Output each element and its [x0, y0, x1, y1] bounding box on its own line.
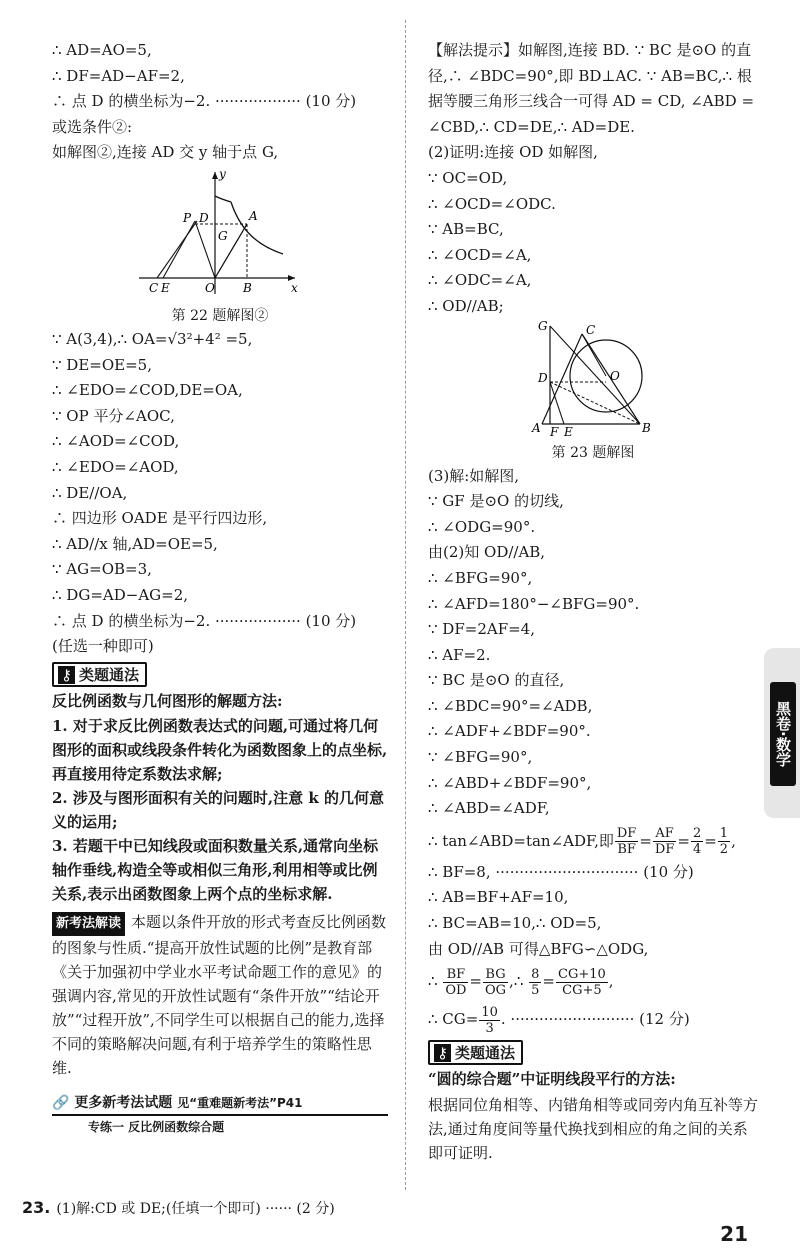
- fig23-label-a: A: [532, 420, 541, 435]
- fig23-label-g: G: [538, 319, 548, 333]
- fraction: $\frac{10}{3}$: [481, 1004, 498, 1036]
- text-line: ∵ DE=OE=5,: [52, 355, 152, 374]
- fig22-label-e: E: [161, 280, 170, 295]
- fig22-label-a: A: [249, 208, 258, 223]
- text-line: (任选一种即可): [52, 637, 154, 656]
- text-line: 由 OD//AB 可得△BFG∽△ODG,: [428, 939, 649, 958]
- text-line: ∴ ∠ABD+∠BDF=90°,: [428, 773, 592, 792]
- fraction: $\frac{CG+10}{CG+5}$: [558, 966, 606, 998]
- text-line: ∴ DE//OA,: [52, 483, 128, 502]
- text-line: ∴ ∠BFG=90°,: [428, 568, 533, 587]
- fig23-label-d: D: [538, 370, 548, 385]
- figure-22: [52, 166, 388, 327]
- key-icon: ⚷: [58, 666, 75, 684]
- left-column: [52, 38, 388, 1135]
- ratio-equation: ∴ $\frac{BF}{OD}$ = $\frac{BG}{OG}$ ,∴ $\frac{8}{5}$ = $\frac{CG+10}{CG+5}$ ,: [428, 966, 614, 998]
- text-line: ∴ ∠BDC=90°=∠ADB,: [428, 696, 593, 715]
- new-exam-block: [52, 910, 388, 1080]
- method-title: “圆的综合题”中证明线段平行的方法:: [428, 1070, 676, 1089]
- question-23-answer: (1)解:CD 或 DE;(任填一个即可) ······ (2 分): [56, 1201, 335, 1217]
- method-point: 3. 若题干中已知线段或面积数量关系,通常向坐标轴作垂线,构造全等或相似三角形,利用相等或比例关系,表示出函数图象上两个点的坐标求解.: [52, 837, 379, 904]
- figure-23-graph: [528, 320, 658, 438]
- method-text: 根据同位角相等、内错角相等或同旁内角互补等方法,通过角度间等量代换找到相应的角之间的关系即可证明.: [428, 1095, 759, 1162]
- fig22-label-y: y: [219, 166, 226, 181]
- hint-paragraph: 【解法提示】如解图,连接 BD. ∵ BC 是⊙O 的直径,∴ ∠BDC=90°,即 BD⊥AC. ∵ AB=BC,∴ 根据等腰三角形三线合一可得 AD = CD, ∠ABD = ∠CBD,∴ CD=DE,∴ AD=DE.: [428, 41, 755, 136]
- key-icon: ⚷: [434, 1044, 451, 1062]
- text-line: ∴ ∠OCD=∠A,: [428, 245, 532, 264]
- fraction: $\frac{BF}{OD}$: [445, 966, 467, 998]
- method-title: 反比例函数与几何图形的解题方法:: [52, 691, 283, 710]
- text-line: ∴ ∠AFD=180°−∠BFG=90°.: [428, 594, 640, 613]
- figure-23-caption: 第 23 题解图: [551, 444, 635, 461]
- text-line: ∴ ∠AOD=∠COD,: [52, 432, 180, 451]
- more-title: 更多新考法试题: [74, 1095, 173, 1112]
- fig23-label-b: B: [642, 420, 651, 435]
- fraction: $\frac{1}{2}$: [719, 826, 729, 858]
- tan-equation: ∴ tan∠ABD=tan∠ADF,即 $\frac{DF}{BF}$ = $\frac{AF}{DF}$ = $\frac{2}{4}$ = $\frac{1}{2}$ ,: [428, 826, 736, 858]
- fig22-label-g: G: [218, 228, 228, 243]
- text-line: ∵ OP 平分∠AOC,: [52, 406, 175, 425]
- text-line: ∴ ∠EDO=∠COD,DE=OA,: [52, 381, 243, 400]
- method-point: 2. 涉及与图形面积有关的问题时,注意 k 的几何意义的运用;: [52, 789, 384, 832]
- new-exam-badge: 新考法解读: [52, 912, 125, 936]
- side-tab-label: 黑卷·数学: [770, 682, 796, 786]
- fig22-label-d: D: [199, 210, 209, 225]
- text-line: ∴ 点 D 的横坐标为−2. ·················· (10 分): [52, 92, 357, 111]
- text-line: ∵ AB=BC,: [428, 220, 504, 239]
- text-line: 由(2)知 OD//AB,: [428, 543, 546, 562]
- text-line: ∴ DF=AD−AF=2,: [52, 66, 185, 85]
- more-exercises: [52, 1086, 388, 1116]
- new-exam-text: 本题以条件开放的形式考查反比例函数的图象与性质.“提高开放性试题的比例”是教育部《关于加强初中学业水平考试命题工作的意见》的强调内容,常见的开放性试题有“条件开放”“结论开放”“过程开放”,不同学生可以根据自己的能力,选择不同的策略解决问题,有利于培养学生的策略性思维.: [52, 913, 387, 1078]
- method-badge: ⚷ 类题通法: [52, 662, 147, 687]
- text-line: ∴ AB=BF+AF=10,: [428, 888, 569, 907]
- fig22-label-c: C: [149, 280, 159, 295]
- text-line: ∴ 点 D 的横坐标为−2. ·················· (10 分): [52, 611, 357, 630]
- fig22-label-b: B: [243, 280, 252, 295]
- fig23-label-f: F: [550, 424, 559, 438]
- fig22-label-x: x: [291, 280, 298, 295]
- text-line: ∵ DF=2AF=4,: [428, 620, 535, 639]
- question-23: [22, 1198, 335, 1218]
- more-ref: 见“重难题新考法”P41: [177, 1096, 303, 1111]
- page-number: 21: [720, 1222, 748, 1246]
- cg-result: ∴ CG= $\frac{10}{3}$ . ·························· (12 分): [428, 1004, 690, 1036]
- text-line: ∴ OD//AB;: [428, 296, 504, 315]
- fraction: $\frac{DF}{BF}$: [616, 826, 637, 858]
- text-line: ∵ OC=OD,: [428, 168, 508, 187]
- text-line: ∴ AD//x 轴,AD=OE=5,: [52, 534, 218, 553]
- text-line: ∵ AG=OB=3,: [52, 560, 152, 579]
- fig22-label-p: P: [183, 210, 192, 225]
- text-line: ∴ DG=AD−AG=2,: [52, 585, 189, 604]
- fraction: $\frac{2}{4}$: [692, 826, 702, 858]
- figure-22-graph: [135, 166, 305, 301]
- text-line: ∴ ∠EDO=∠AOD,: [52, 457, 179, 476]
- text-line: ∵ A(3,4),∴ OA=√3²+4² =5,: [52, 329, 253, 348]
- text-line: ∴ AD=AO=5,: [52, 41, 152, 59]
- fig23-label-c: C: [586, 322, 596, 337]
- fig22-label-o: O: [205, 280, 215, 295]
- text-line: (2)证明:连接 OD 如解图,: [428, 143, 598, 162]
- side-tab: [764, 648, 800, 818]
- text-line: ∴ ∠ODC=∠A,: [428, 271, 532, 290]
- text-line: 或选条件②:: [52, 117, 133, 136]
- text-line: ∴ ∠ODG=90°.: [428, 517, 536, 536]
- text-line: (3)解:如解图,: [428, 466, 520, 485]
- fig23-label-e: E: [564, 424, 573, 438]
- fraction: $\frac{BG}{OG}$: [485, 966, 507, 998]
- text-line: ∴ BF=8, ······························ (10 分): [428, 862, 694, 881]
- question-number: 23.: [22, 1198, 51, 1217]
- method-point: 1. 对于求反比例函数表达式的问题,可通过将几何图形的面积或线段条件转化为函数图象上的点坐标,再直接用待定系数法求解;: [52, 717, 388, 784]
- method-badge: ⚷ 类题通法: [428, 1040, 523, 1065]
- text-line: ∴ 四边形 OADE 是平行四边形,: [52, 509, 268, 528]
- figure-22-caption: 第 22 题解图②: [171, 307, 269, 324]
- text-line: ∴ ∠OCD=∠ODC.: [428, 194, 556, 213]
- text-line: ∴ BC=AB=10,∴ OD=5,: [428, 914, 602, 933]
- text-line: ∵ ∠BFG=90°,: [428, 748, 533, 767]
- drill-label: 专练一 反比例函数综合题: [88, 1120, 225, 1135]
- text-line: ∴ AF=2.: [428, 645, 491, 664]
- link-icon: 🔗: [52, 1095, 70, 1112]
- text-line: ∴ ∠ABD=∠ADF,: [428, 799, 550, 818]
- fig23-label-o: O: [610, 368, 620, 383]
- fraction: $\frac{8}{5}$: [531, 966, 540, 998]
- figure-23: [428, 320, 758, 464]
- text-line: ∵ BC 是⊙O 的直径,: [428, 671, 565, 690]
- text-line: 如解图②,连接 AD 交 y 轴于点 G,: [52, 143, 279, 162]
- text-line: ∵ GF 是⊙O 的切线,: [428, 492, 564, 511]
- text-line: ∴ ∠ADF+∠BDF=90°.: [428, 722, 591, 741]
- column-divider: [405, 20, 406, 1190]
- right-column: [428, 38, 758, 1165]
- fraction: $\frac{AF}{DF}$: [654, 826, 675, 858]
